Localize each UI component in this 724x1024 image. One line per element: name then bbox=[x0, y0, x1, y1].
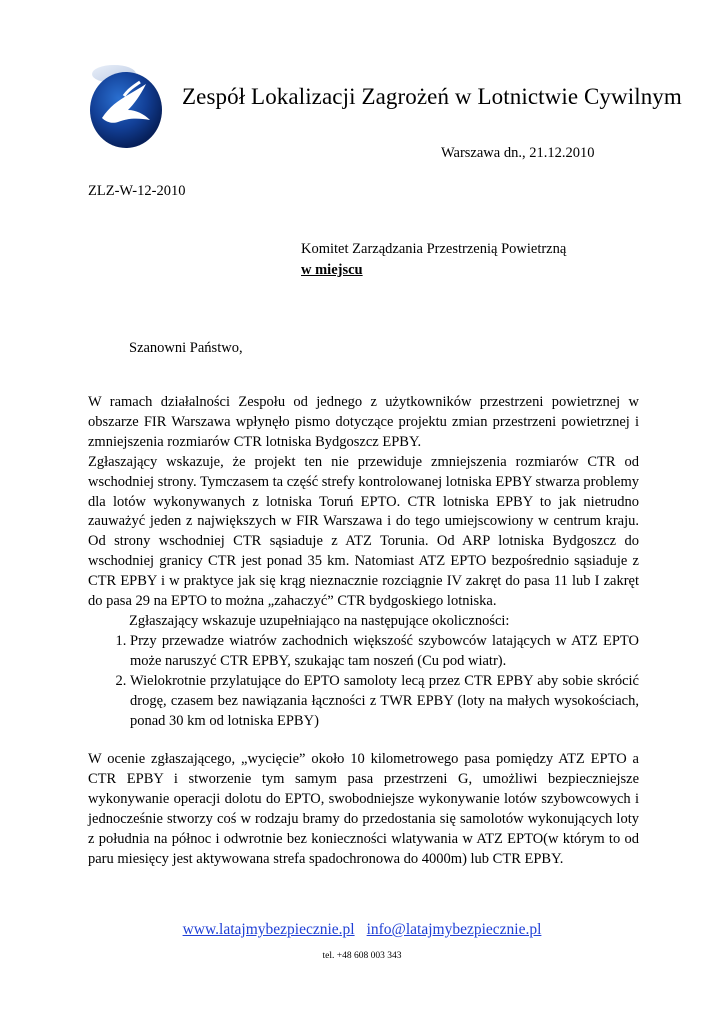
paragraph-2: Zgłaszający wskazuje, że projekt ten nie przewiduje zmniejszenia rozmiarów CTR od wschodniej strony. Tymczasem ta część strefy kontrolowanej lotniska EPBY stwarza problemy dla lotów wykonywanych z lotniska Toruń EPTO. CTR lotniska EPBY to jak nietrudno zauważyć jeden z największych w FIR Warszawa i do tego umiejscowiony w centrum kraju. Od strony wschodniej CTR sąsiaduje z ATZ Torunia. Od ARP lotniska Bydgoszcz do wschodniej granicy CTR jest ponad 35 km. Natomiast ATZ EPTO bezpośrednio sąsiaduje z CTR EPBY i w praktyce jak się krąg nieznacznie rozciągnie IV zakręt do pasa 11 lub I zakręt do pasa 29 na EPTO to można „zahaczyć” CTR bydgoskiego lotniska. bbox=[88, 453, 639, 610]
paragraph-1: W ramach działalności Zespołu od jednego z użytkowników przestrzeni powietrznej w obszarze FIR Warszawa wpłynęło pismo dotyczące projektu zmian przestrzeni powietrznej i zmniejszenia rozmiarów CTR lotniska Bydgoszcz EPBY. bbox=[88, 394, 639, 450]
footer-links bbox=[0, 921, 724, 939]
email-link[interactable]: info@latajmybezpiecznie.pl bbox=[366, 921, 542, 938]
organization-name: Zespół Lokalizacji Zagrożeń w Lotnictwie Cywilnym bbox=[182, 84, 682, 109]
list-item: 1. Przy przewadze wiatrów zachodnich większość szybowców latających w ATZ EPTO może naruszyć CTR EPBY, szukając tam noszeń (Cu pod wiatr). bbox=[130, 632, 639, 672]
letter-body bbox=[88, 393, 639, 870]
bird-globe-logo-icon bbox=[84, 60, 164, 150]
telephone: tel. +48 608 003 343 bbox=[322, 951, 402, 961]
greeting: Szanowni Państwo, bbox=[129, 340, 243, 356]
addressee-location: w miejscu bbox=[301, 262, 363, 278]
place-and-date: Warszawa dn., 21.12.2010 bbox=[441, 145, 595, 161]
addressee-block bbox=[301, 239, 566, 281]
website-link[interactable]: www.latajmybezpiecznie.pl bbox=[182, 921, 355, 938]
circumstances-list bbox=[88, 632, 639, 732]
list-item: 2. Wielokrotnie przylatujące do EPTO samoloty lecą przez CTR EPBY aby sobie skrócić drogę, czasem bez nawiązania łączności z TWR EPBY (loty na małych wysokościach, ponad 30 km od lotniska EPBY) bbox=[130, 672, 639, 732]
paragraph-3: Zgłaszający wskazuje uzupełniająco na następujące okoliczności: bbox=[129, 612, 510, 629]
paragraph-4: W ocenie zgłaszającego, „wycięcie” około 10 kilometrowego pasa pomiędzy ATZ EPTO a CTR EPBY i stworzenie tym samym pasa przestrzeni G, umożliwi bezpieczniejsze wykonywanie operacji dolotu do EPTO, swobodniejsze wykonywanie lotów szybowcowych i jednocześnie stworzy coś w rodzaju bramy do przedostania się samolotów wykonujących loty z południa na północ i odwrotnie bez konieczności wlatywania w ATZ EPTO(w którym to od paru miesięcy jest aktywowana strefa spadochronowa do 4000m) lub CTR EPBY. bbox=[88, 751, 639, 867]
reference-number: ZLZ-W-12-2010 bbox=[88, 183, 186, 199]
addressee-name: Komitet Zarządzania Przestrzenią Powietrzną bbox=[301, 241, 567, 257]
